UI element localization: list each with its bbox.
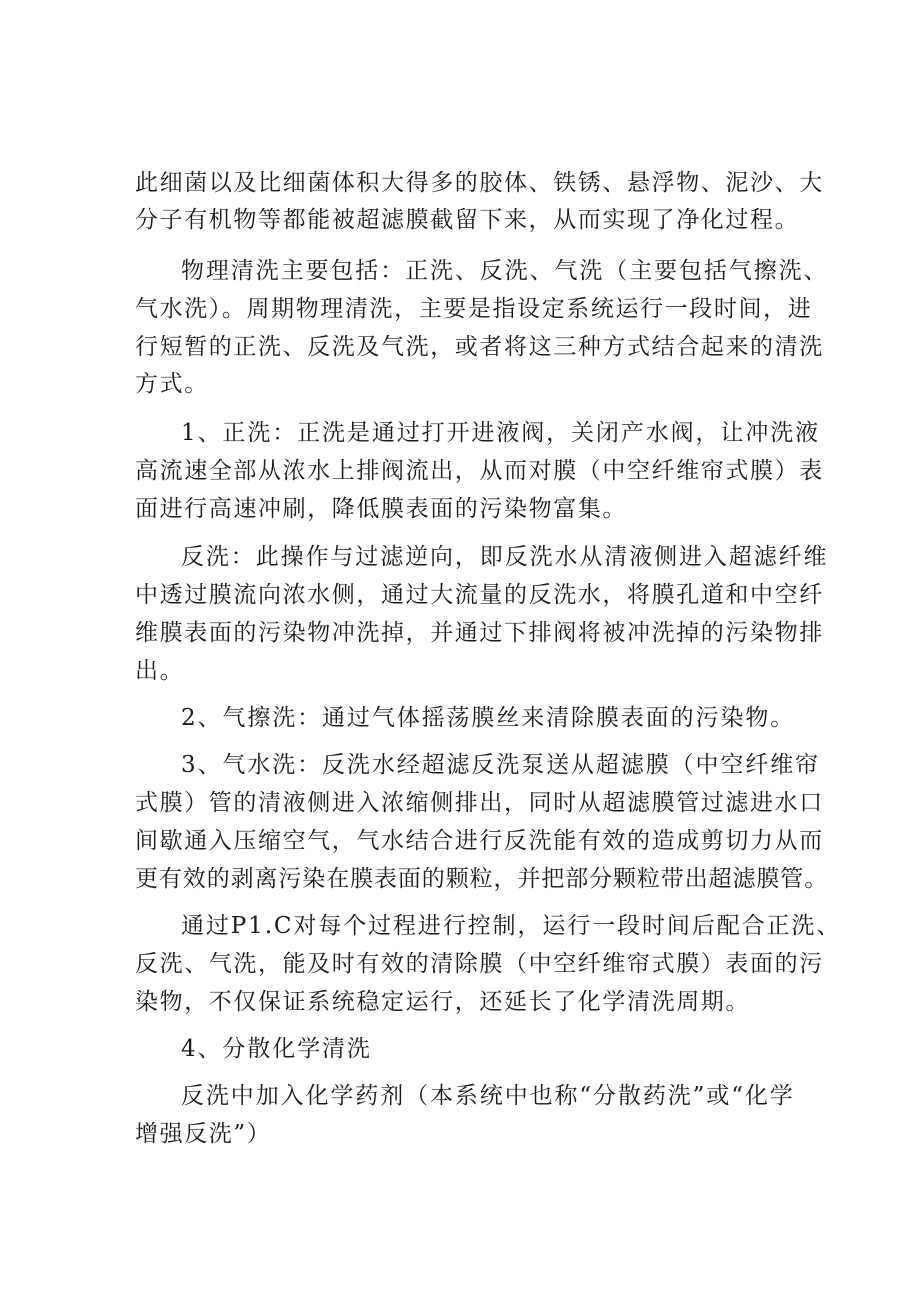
text-line: 面进行高速冲刷，降低膜表面的污染物富集。 <box>135 496 627 522</box>
text-line: 1、正洗：正洗是通过打开进液阀，关闭产水阀，让冲洗液 <box>181 420 821 446</box>
text-line: 2、气擦洗：通过气体摇荡膜丝来清除膜表面的污染物。 <box>181 705 796 731</box>
text-line: 反洗、气洗，能及时有效的清除膜（中空纤维帘式膜）表面的污 <box>135 951 824 977</box>
text-line: 反洗：此操作与过滤逆向，即反洗水从清液侧进入超滤纤维 <box>181 544 829 570</box>
text-line: 4、分散化学清洗 <box>181 1036 372 1062</box>
text-line: 物理清洗主要包括：正洗、反洗、气洗（主要包括气擦洗、 <box>181 258 829 284</box>
text-line: 反洗中加入化学药剂（本系统中也称“分散药洗”或“化学 <box>181 1083 795 1109</box>
text-line: 行短暂的正洗、反洗及气洗，或者将这三种方式结合起来的清洗 <box>135 334 824 360</box>
text-line: 分子有机物等都能被超滤膜截留下来，从而实现了净化过程。 <box>135 207 800 233</box>
text-line: 更有效的剥离污染在膜表面的颗粒，并把部分颗粒带出超滤膜管。 <box>135 866 829 892</box>
text-line: 维膜表面的污染物冲洗掉，并通过下排阀将被冲洗掉的污染物排 <box>135 620 824 646</box>
text-line: 式膜）管的清液侧进入浓缩侧排出，同时从超滤膜管过滤进水口 <box>135 790 824 816</box>
text-line: 染物，不仅保证系统稳定运行，还延长了化学清洗周期。 <box>135 989 750 1015</box>
text-line: 出。 <box>135 658 185 684</box>
text-line: 高流速全部从浓水上排阀流出，从而对膜（中空纤维帘式膜）表 <box>135 458 824 484</box>
text-line: 中透过膜流向浓水侧，通过大流量的反洗水，将膜孔道和中空纤 <box>135 582 824 608</box>
text-line: 增强反洗”） <box>135 1121 272 1147</box>
text-line: 气水洗）。周期物理清洗，主要是指设定系统运行一段时间，进 <box>135 296 813 322</box>
text-line: 此细菌以及比细菌体积大得多的胶体、铁锈、悬浮物、泥沙、大 <box>135 170 824 196</box>
text-line: 间歇通入压缩空气，气水结合进行反洗能有效的造成剪切力从而 <box>135 828 824 854</box>
text-line: 通过P1.C对每个过程进行控制，运行一段时间后配合正洗、 <box>181 913 842 939</box>
text-line: 3、气水洗：反洗水经超滤反洗泵送从超滤膜（中空纤维帘 <box>181 752 821 778</box>
text-line: 方式。 <box>135 371 209 397</box>
